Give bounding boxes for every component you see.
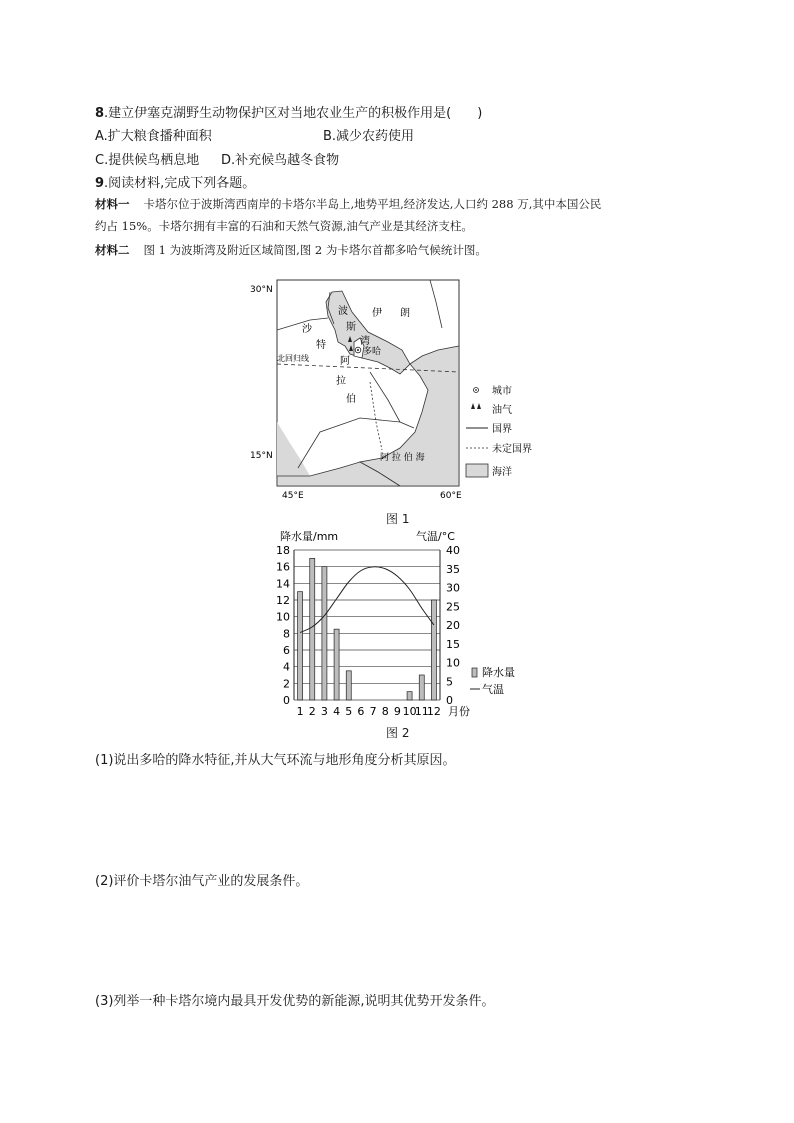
ytick-left-label: 6 bbox=[283, 644, 290, 657]
map-label-bo: 波 bbox=[338, 306, 348, 317]
ytick-left-label: 10 bbox=[276, 610, 290, 624]
ytick-right-label: 35 bbox=[446, 562, 460, 576]
precip-bar bbox=[346, 671, 351, 700]
material-one-line1: 材料一 卡塔尔位于波斯湾西南岸的卡塔尔半岛上,地势平坦,经济发达,人口约 288 万,其中本国公民 bbox=[95, 197, 602, 211]
legend-oil-icon bbox=[471, 403, 481, 409]
map-label-la: 拉 bbox=[336, 376, 346, 387]
precip-bar bbox=[407, 692, 412, 700]
precip-bar bbox=[431, 600, 436, 700]
legend-oil-label: 油气 bbox=[492, 405, 512, 416]
precip-bar bbox=[334, 629, 339, 700]
figure-2-caption: 图 2 bbox=[386, 726, 410, 740]
chart-xlabel: 月份 bbox=[448, 705, 470, 718]
chart-gridlines bbox=[294, 550, 440, 700]
map-label-yi: 伊 bbox=[372, 308, 382, 319]
legend-precip-label: 降水量 bbox=[482, 666, 515, 679]
map-label-si: 斯 bbox=[346, 322, 356, 333]
legend-undefined-label: 未定国界 bbox=[492, 444, 532, 455]
chart-temperature-line bbox=[300, 567, 434, 633]
map-label-sha: 沙 bbox=[302, 324, 312, 335]
map-label-lang: 朗 bbox=[400, 308, 410, 319]
doha-city-dot bbox=[357, 349, 359, 351]
legend-temp-label: 气温 bbox=[482, 683, 504, 696]
ytick-left-label: 0 bbox=[283, 694, 290, 707]
xtick-label: 2 bbox=[308, 705, 316, 718]
ytick-left-label: 4 bbox=[283, 660, 290, 674]
precip-bar bbox=[322, 567, 327, 700]
ytick-right-label: 10 bbox=[446, 656, 460, 670]
ytick-left-label: 12 bbox=[276, 594, 290, 607]
legend-city-dot bbox=[475, 389, 477, 391]
map-label-te: 特 bbox=[316, 340, 326, 351]
doha-climate-chart bbox=[270, 526, 530, 724]
ytick-left-label: 14 bbox=[276, 577, 290, 591]
ytick-left-label: 16 bbox=[276, 560, 290, 574]
q8-option-d: D.补充候鸟越冬食物 bbox=[221, 153, 340, 168]
xtick-label: 7 bbox=[369, 705, 377, 718]
chart-ylabel-right: 气温/°C bbox=[416, 530, 455, 543]
q8-stem: 8.建立伊塞克湖野生动物保护区对当地农业生产的积极作用是( ) bbox=[95, 106, 483, 121]
xtick-label: 10 bbox=[402, 705, 417, 718]
ytick-right-label: 25 bbox=[446, 600, 460, 614]
material-two: 材料二 图 1 为波斯湾及附近区域简图,图 2 为卡塔尔首都多哈气候统计图。 bbox=[95, 243, 487, 257]
xtick-label: 9 bbox=[393, 705, 401, 718]
ytick-left-label: 8 bbox=[283, 627, 290, 641]
city-label-doha: 多哈 bbox=[363, 347, 382, 357]
q9-sub3: (3)列举一种卡塔尔境内最具开发优势的新能源,说明其优势开发条件。 bbox=[95, 994, 495, 1009]
xtick-label: 3 bbox=[320, 705, 328, 718]
precip-bar bbox=[419, 675, 424, 700]
ytick-left-label: 2 bbox=[283, 677, 290, 691]
legend-ocean-swatch bbox=[466, 464, 488, 477]
ytick-right-label: 15 bbox=[446, 637, 460, 651]
ytick-left-label: 18 bbox=[276, 544, 290, 557]
q8-option-b: B.减少农药使用 bbox=[323, 129, 415, 144]
persian-gulf-map bbox=[250, 272, 570, 502]
ytick-right-label: 5 bbox=[446, 675, 453, 689]
material-one-line2: 约占 15%。卡塔尔拥有丰富的石油和天然气资源,油气产业是其经济支柱。 bbox=[95, 219, 473, 233]
temperature-curve bbox=[300, 567, 434, 633]
legend-precip-swatch bbox=[472, 668, 477, 677]
lon-left-label: 45°E bbox=[282, 491, 304, 501]
q9-stem: 9.阅读材料,完成下列各题。 bbox=[95, 176, 256, 191]
ytick-right-label: 30 bbox=[446, 581, 460, 595]
xtick-label: 12 bbox=[426, 705, 441, 718]
map-label-wan: 湾 bbox=[360, 336, 370, 347]
map-label-bai: 伯 bbox=[346, 394, 356, 405]
map-legend bbox=[466, 384, 532, 478]
xtick-label: 1 bbox=[296, 705, 304, 718]
ytick-right-label: 0 bbox=[446, 694, 453, 707]
q8-option-a: A.扩大粮食播种面积 bbox=[95, 129, 212, 144]
legend-city-label: 城市 bbox=[492, 386, 512, 397]
q9-sub1: (1)说出多哈的降水特征,并从大气环流与地形角度分析其原因。 bbox=[95, 753, 456, 768]
tropic-label: 北回归线 bbox=[277, 354, 309, 363]
legend-ocean-label: 海洋 bbox=[492, 467, 512, 478]
q8-option-c: C.提供候鸟栖息地 bbox=[95, 153, 200, 168]
legend-border-label: 国界 bbox=[492, 424, 512, 435]
ytick-right-label: 20 bbox=[446, 619, 460, 632]
figure-1-caption: 图 1 bbox=[386, 512, 410, 526]
xtick-label: 8 bbox=[381, 705, 389, 718]
lon-right-label: 60°E bbox=[440, 491, 462, 501]
sea-label: 阿 拉 伯 海 bbox=[380, 453, 425, 463]
precip-bar bbox=[298, 592, 303, 700]
ytick-right-label: 40 bbox=[446, 544, 460, 557]
chart-ylabel-left: 降水量/mm bbox=[280, 530, 339, 543]
lat-bottom-label: 15°N bbox=[250, 451, 273, 461]
xtick-label: 4 bbox=[333, 705, 341, 718]
chart-bars bbox=[298, 558, 437, 700]
xtick-label: 6 bbox=[357, 705, 365, 718]
precip-bar bbox=[310, 558, 315, 700]
q9-sub2: (2)评价卡塔尔油气产业的发展条件。 bbox=[95, 874, 309, 889]
xtick-label: 11 bbox=[414, 705, 429, 718]
lat-top-label: 30°N bbox=[250, 285, 273, 295]
xtick-label: 5 bbox=[345, 705, 353, 718]
map-label-a: 阿 bbox=[340, 356, 350, 367]
